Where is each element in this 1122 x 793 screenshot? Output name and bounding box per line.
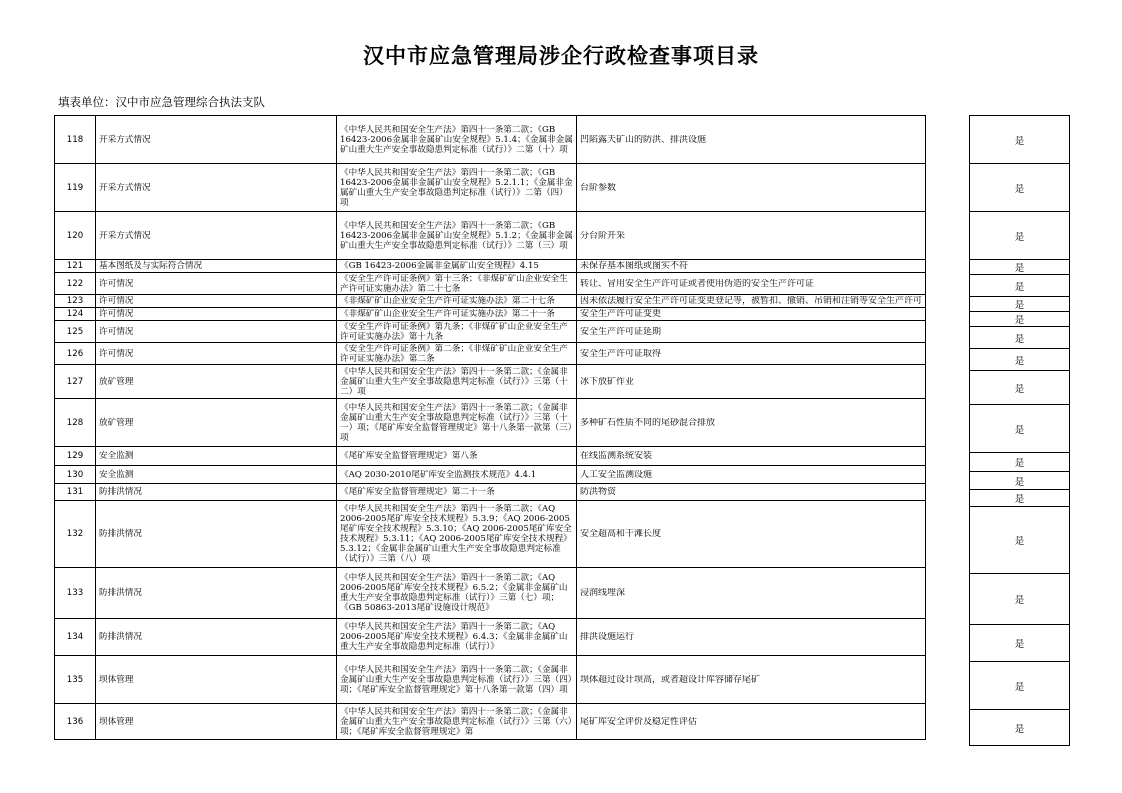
table-row — [55, 447, 926, 466]
row-number: 136 — [55, 704, 96, 740]
inspection-item: 开采方式情况 — [96, 164, 337, 212]
inspection-content-text: 分台阶开采 — [580, 230, 626, 241]
row-number: 135 — [55, 656, 96, 704]
result-cell: 是 — [970, 710, 1070, 746]
table-row — [55, 343, 926, 365]
result-cell: 是 — [970, 260, 1070, 275]
row-number: 126 — [55, 343, 96, 365]
result-row — [970, 453, 1070, 472]
inspection-content-cell — [577, 295, 926, 308]
result-row — [970, 349, 1070, 371]
legal-basis-cell — [337, 212, 577, 260]
result-row — [970, 327, 1070, 349]
table-row — [55, 568, 926, 619]
result-cell: 是 — [970, 490, 1070, 507]
legal-basis-text: 《中华人民共和国安全生产法》第四十一条第二款；《金属非金属矿山重大生产安全事故隐患判定标准（试行）》三第（十二）项 — [340, 366, 568, 397]
result-row — [970, 260, 1070, 275]
legal-basis-text: 《尾矿库安全监督管理规定》第八条 — [340, 451, 478, 461]
result-row — [970, 164, 1070, 212]
table-row — [55, 399, 926, 447]
table-row — [55, 212, 926, 260]
legal-basis-cell — [337, 399, 577, 447]
legal-basis-text: 《安全生产许可证条例》第九条；《非煤矿矿山企业安全生产许可证实施办法》第十九条 — [340, 321, 568, 342]
inspection-content-cell — [577, 260, 926, 273]
inspection-items-table — [54, 115, 926, 740]
row-number: 124 — [55, 308, 96, 321]
inspection-item: 许可情况 — [96, 308, 337, 321]
inspection-item: 许可情况 — [96, 321, 337, 343]
legal-basis-cell — [337, 321, 577, 343]
result-cell: 是 — [970, 371, 1070, 405]
legal-basis-cell — [337, 308, 577, 321]
result-row — [970, 297, 1070, 312]
inspection-content-cell — [577, 466, 926, 484]
inspection-item: 防排洪情况 — [96, 568, 337, 619]
inspection-item: 许可情况 — [96, 273, 337, 295]
table-row — [55, 321, 926, 343]
inspection-content-cell — [577, 568, 926, 619]
inspection-item: 坝体管理 — [96, 704, 337, 740]
result-cell: 是 — [970, 472, 1070, 490]
row-number: 119 — [55, 164, 96, 212]
row-number: 118 — [55, 116, 96, 164]
table-row — [55, 501, 926, 568]
row-number: 131 — [55, 484, 96, 501]
inspection-item: 防排洪情况 — [96, 484, 337, 501]
row-number: 127 — [55, 365, 96, 399]
legal-basis-text: 《中华人民共和国安全生产法》第四十一条第二款；《金属非金属矿山重大生产安全事故隐患判定标准（试行）》三第（十一）项；《尾矿库安全监督管理规定》第十八条第一款第（三）项 — [340, 402, 573, 443]
table-row — [55, 365, 926, 399]
result-cell: 是 — [970, 662, 1070, 710]
inspection-content-text: 安全超高和干滩长度 — [580, 529, 662, 539]
legal-basis-text: 《GB 16423-2006金属非金属矿山安全规程》4.15 — [340, 261, 539, 271]
table-row — [55, 164, 926, 212]
inspection-item: 防排洪情况 — [96, 619, 337, 656]
legal-basis-text: 《中华人民共和国安全生产法》第四十一条第二款；《GB 16423-2006金属非金属矿山安全规程》5.2.1.1；《金属非金属矿山重大生产安全事故隐患判定标准（试行）》二第（四）项 — [340, 167, 573, 208]
result-row — [970, 312, 1070, 327]
inspection-item: 安全监测 — [96, 447, 337, 466]
table-row — [55, 656, 926, 704]
legal-basis-text: 《非煤矿矿山企业安全生产许可证实施办法》第二十一条 — [340, 309, 555, 319]
inspection-content-text: 防洪物资 — [580, 487, 617, 497]
inspection-content-text: 冰下放矿作业 — [580, 376, 635, 387]
legal-basis-text: 《中华人民共和国安全生产法》第四十一条第二款；《AQ 2006-2005尾矿库安全技术规程》6.4.3；《金属非金属矿山重大生产安全事故隐患判定标准（试行）》 — [340, 622, 568, 652]
inspection-content-cell — [577, 164, 926, 212]
result-row — [970, 371, 1070, 405]
result-cell: 是 — [970, 625, 1070, 662]
legal-basis-cell — [337, 501, 577, 568]
legal-basis-text: 《非煤矿矿山企业安全生产许可证实施办法》第二十七条 — [340, 296, 555, 306]
inspection-content-text: 排洪设施运行 — [580, 632, 635, 642]
row-number: 125 — [55, 321, 96, 343]
inspection-content-cell — [577, 343, 926, 365]
table-row — [55, 484, 926, 501]
legal-basis-text: 《中华人民共和国安全生产法》第四十一条第二款；《AQ 2006-2005尾矿库安全技术规程》5.3.9；《AQ 2006-2005尾矿库安全技术规程》5.3.10；《AQ 2006-2005尾矿库安全技术规程》5.3.11；《AQ 2006-2005尾矿库安全技术规程》5.3.12；《金属非金属矿山重大生产安全事故隐患判定标准（试行）》三第（八）项 — [340, 504, 572, 564]
table-row — [55, 116, 926, 164]
inspection-content-cell — [577, 447, 926, 466]
table-row — [55, 273, 926, 295]
legal-basis-text: 《安全生产许可证条例》第十三条；《非煤矿矿山企业安全生产许可证实施办法》第二十七条 — [340, 273, 568, 294]
table-row — [55, 295, 926, 308]
inspection-item: 开采方式情况 — [96, 116, 337, 164]
inspection-content-cell — [577, 399, 926, 447]
row-number: 122 — [55, 273, 96, 295]
inspection-content-text: 人工安全监测设施 — [580, 469, 653, 480]
result-cell: 是 — [970, 349, 1070, 371]
table-row — [55, 619, 926, 656]
inspection-content-text: 台阶参数 — [580, 182, 617, 193]
inspection-content-text: 安全生产许可证变更 — [580, 309, 662, 319]
table-row — [55, 308, 926, 321]
result-row — [970, 405, 1070, 453]
result-cell: 是 — [970, 212, 1070, 260]
inspection-item: 安全监测 — [96, 466, 337, 484]
legal-basis-cell — [337, 295, 577, 308]
page-title: 汉中市应急管理局涉企行政检查事项目录 — [363, 44, 759, 68]
result-cell: 是 — [970, 164, 1070, 212]
result-cell: 是 — [970, 453, 1070, 472]
inspection-content-cell — [577, 484, 926, 501]
inspection-content-cell — [577, 704, 926, 740]
legal-basis-cell — [337, 116, 577, 164]
inspection-item: 许可情况 — [96, 295, 337, 308]
inspection-item: 基本图纸及与实际符合情况 — [96, 260, 337, 273]
row-number: 120 — [55, 212, 96, 260]
inspection-content-text: 转让、冒用安全生产许可证或者使用伪造的安全生产许可证 — [580, 278, 815, 289]
filling-unit-label: 填表单位：汉中市应急管理综合执法支队 — [58, 95, 265, 109]
row-number: 129 — [55, 447, 96, 466]
inspection-content-text: 安全生产许可证延期 — [580, 326, 662, 337]
result-row — [970, 472, 1070, 490]
legal-basis-text: 《中华人民共和国安全生产法》第四十一条第二款；《GB 16423-2006金属非金属矿山安全规程》5.1.4；《金属非金属矿山重大生产安全事故隐患判定标准（试行）》二第（十）项 — [340, 124, 573, 155]
legal-basis-text: 《中华人民共和国安全生产法》第四十一条第二款；《AQ 2006-2005尾矿库安全技术规程》6.5.2；《金属非金属矿山重大生产安全事故隐患判定标准（试行）》三第（七）项；《GB 50863-2013尾矿设施设计规范》 — [340, 573, 568, 613]
result-row — [970, 490, 1070, 507]
inspection-item: 开采方式情况 — [96, 212, 337, 260]
inspection-item: 放矿管理 — [96, 365, 337, 399]
inspection-content-text: 多种矿石性质不同的尾砂混合排放 — [580, 417, 716, 428]
row-number: 130 — [55, 466, 96, 484]
inspection-content-text: 凹陷露天矿山的防洪、排洪设施 — [580, 134, 707, 145]
result-column-table — [969, 115, 1070, 746]
inspection-content-text: 浸润线埋深 — [580, 588, 626, 598]
result-cell: 是 — [970, 507, 1070, 574]
result-row — [970, 116, 1070, 164]
table-row — [55, 260, 926, 273]
inspection-content-cell — [577, 212, 926, 260]
legal-basis-cell — [337, 365, 577, 399]
result-row — [970, 625, 1070, 662]
result-cell: 是 — [970, 574, 1070, 625]
legal-basis-text: 《中华人民共和国安全生产法》第四十一条第二款；《GB 16423-2006金属非金属矿山安全规程》5.1.2；《金属非金属矿山重大生产安全事故隐患判定标准（试行）》二第（三）项 — [340, 220, 573, 251]
legal-basis-text: 《AQ 2030-2010尾矿库安全监测技术规范》4.4.1 — [340, 469, 537, 480]
inspection-content-text: 尾矿库安全评价及稳定性评估 — [580, 716, 698, 727]
row-number: 132 — [55, 501, 96, 568]
inspection-item: 坝体管理 — [96, 656, 337, 704]
inspection-content-cell — [577, 116, 926, 164]
result-cell: 是 — [970, 312, 1070, 327]
legal-basis-cell — [337, 568, 577, 619]
inspection-content-text: 在线监测系统安装 — [580, 451, 653, 461]
inspection-content-cell — [577, 321, 926, 343]
result-row — [970, 275, 1070, 297]
legal-basis-cell — [337, 466, 577, 484]
legal-basis-text: 《中华人民共和国安全生产法》第四十一条第二款；《金属非金属矿山重大生产安全事故隐患判定标准（试行）》三第（六）项；《尾矿库安全监督管理规定》第 — [340, 706, 573, 737]
legal-basis-text: 《尾矿库安全监督管理规定》第二十一条 — [340, 487, 495, 497]
inspection-content-cell — [577, 273, 926, 295]
legal-basis-text: 《安全生产许可证条例》第二条；《非煤矿矿山企业安全生产许可证实施办法》第二条 — [340, 343, 568, 364]
inspection-content-cell — [577, 308, 926, 321]
row-number: 128 — [55, 399, 96, 447]
row-number: 123 — [55, 295, 96, 308]
legal-basis-cell — [337, 656, 577, 704]
inspection-content-cell — [577, 501, 926, 568]
inspection-item: 放矿管理 — [96, 399, 337, 447]
inspection-content-cell — [577, 656, 926, 704]
table-row — [55, 466, 926, 484]
legal-basis-cell — [337, 260, 577, 273]
legal-basis-cell — [337, 343, 577, 365]
result-row — [970, 212, 1070, 260]
inspection-content-cell — [577, 619, 926, 656]
legal-basis-cell — [337, 484, 577, 501]
result-row — [970, 574, 1070, 625]
legal-basis-cell — [337, 164, 577, 212]
table-row — [55, 704, 926, 740]
legal-basis-text: 《中华人民共和国安全生产法》第四十一条第二款；《金属非金属矿山重大生产安全事故隐患判定标准（试行）》三第（四）项；《尾矿库安全监督管理规定》第十八条第一款第（四）项 — [340, 664, 573, 695]
result-cell: 是 — [970, 297, 1070, 312]
row-number: 133 — [55, 568, 96, 619]
result-row — [970, 662, 1070, 710]
inspection-content-text: 因未依法履行安全生产许可证变更登记等，被暂扣、撤销、吊销和注销等安全生产许可 — [580, 296, 923, 306]
legal-basis-cell — [337, 447, 577, 466]
result-cell: 是 — [970, 116, 1070, 164]
inspection-content-text: 未保存基本图纸或图实不符 — [580, 261, 689, 271]
legal-basis-cell — [337, 619, 577, 656]
result-row — [970, 710, 1070, 746]
inspection-item: 许可情况 — [96, 343, 337, 365]
result-cell: 是 — [970, 275, 1070, 297]
result-row — [970, 507, 1070, 574]
inspection-content-cell — [577, 365, 926, 399]
legal-basis-cell — [337, 273, 577, 295]
row-number: 134 — [55, 619, 96, 656]
result-cell: 是 — [970, 327, 1070, 349]
inspection-content-text: 安全生产许可证取得 — [580, 348, 662, 359]
row-number: 121 — [55, 260, 96, 273]
inspection-content-text: 坝体超过设计坝高，或者超设计库容储存尾矿 — [580, 674, 761, 685]
legal-basis-cell — [337, 704, 577, 740]
inspection-item: 防排洪情况 — [96, 501, 337, 568]
result-cell: 是 — [970, 405, 1070, 453]
